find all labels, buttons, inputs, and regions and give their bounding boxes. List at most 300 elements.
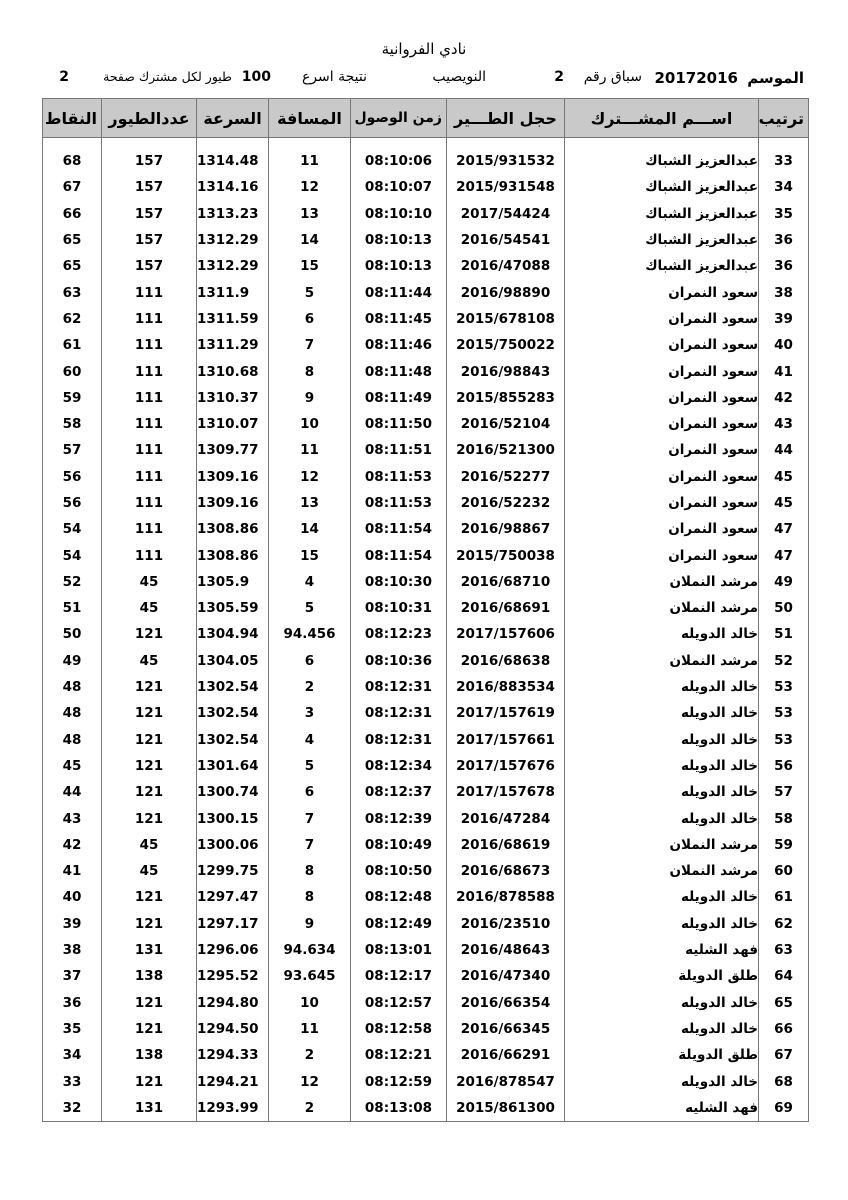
- col-name-header: اســـم المشـــترك: [565, 99, 759, 138]
- col-birds-header: عددالطيور: [102, 99, 197, 138]
- rank-cell: 59: [759, 832, 809, 858]
- birds-count-cell: 121: [102, 911, 197, 937]
- race-label: سباق رقم: [583, 69, 642, 85]
- participant-name-cell: عبدالعزيز الشباك: [565, 148, 759, 174]
- ring-cell: 2016/98867: [447, 516, 565, 542]
- participant-name-cell: سعود النمران: [565, 385, 759, 411]
- arrival-time-cell: 08:12:31: [351, 727, 447, 753]
- table-row: [43, 437, 809, 463]
- rank-cell: 64: [759, 963, 809, 989]
- birds-count-cell: 111: [102, 437, 197, 463]
- page-number: 2: [59, 69, 69, 85]
- rank-cell: 60: [759, 858, 809, 884]
- rank-cell: 58: [759, 805, 809, 831]
- distance-cell: 8: [269, 858, 351, 884]
- distance-cell: 11: [269, 1016, 351, 1042]
- ring-cell: 2016/68619: [447, 832, 565, 858]
- birds-count-cell: 138: [102, 1042, 197, 1068]
- points-cell: 41: [43, 858, 102, 884]
- arrival-time-cell: 08:12:34: [351, 753, 447, 779]
- table-row: [43, 674, 809, 700]
- ring-cell: 2016/68710: [447, 569, 565, 595]
- participant-name-cell: خالد الدويله: [565, 805, 759, 831]
- rank-cell: 66: [759, 1016, 809, 1042]
- points-cell: 62: [43, 306, 102, 332]
- speed-cell: 1297.47: [197, 884, 269, 910]
- table-row: [43, 464, 809, 490]
- points-cell: 45: [43, 753, 102, 779]
- speed-cell: 1305.59: [197, 595, 269, 621]
- speed-cell: 1308.86: [197, 542, 269, 568]
- rank-cell: 47: [759, 516, 809, 542]
- points-cell: 56: [43, 464, 102, 490]
- points-cell: 63: [43, 279, 102, 305]
- results-table: [42, 98, 809, 1122]
- participant-name-cell: خالد الدويله: [565, 621, 759, 647]
- birds-count-cell: 111: [102, 490, 197, 516]
- speed-cell: 1301.64: [197, 753, 269, 779]
- arrival-time-cell: 08:11:54: [351, 542, 447, 568]
- arrival-time-cell: 08:13:08: [351, 1095, 447, 1122]
- speed-cell: 1295.52: [197, 963, 269, 989]
- table-row: [43, 542, 809, 568]
- rank-cell: 45: [759, 490, 809, 516]
- participant-name-cell: مرشد النملان: [565, 595, 759, 621]
- ring-cell: 2015/931532: [447, 148, 565, 174]
- birds-count-cell: 111: [102, 279, 197, 305]
- points-cell: 48: [43, 727, 102, 753]
- participant-name-cell: سعود النمران: [565, 542, 759, 568]
- birds-count-cell: 138: [102, 963, 197, 989]
- col-ring-header: حجل الطـــير: [447, 99, 565, 138]
- table-row: [43, 411, 809, 437]
- table-row: [43, 805, 809, 831]
- participant-name-cell: عبدالعزيز الشباك: [565, 174, 759, 200]
- arrival-time-cell: 08:12:48: [351, 884, 447, 910]
- arrival-time-cell: 08:12:37: [351, 779, 447, 805]
- points-cell: 32: [43, 1095, 102, 1122]
- table-row: [43, 385, 809, 411]
- arrival-time-cell: 08:12:58: [351, 1016, 447, 1042]
- col-distance-header: المسافة: [269, 99, 351, 138]
- participant-name-cell: سعود النمران: [565, 306, 759, 332]
- distance-cell: 3: [269, 700, 351, 726]
- points-cell: 43: [43, 805, 102, 831]
- ring-cell: 2017/157606: [447, 621, 565, 647]
- arrival-time-cell: 08:12:59: [351, 1068, 447, 1094]
- participant-name-cell: خالد الدويله: [565, 727, 759, 753]
- participant-name-cell: طلق الدويلة: [565, 1042, 759, 1068]
- rank-cell: 36: [759, 227, 809, 253]
- rank-cell: 52: [759, 648, 809, 674]
- distance-cell: 4: [269, 727, 351, 753]
- ring-cell: 2015/750038: [447, 542, 565, 568]
- per-page-label: طيور لكل مشترك صفحة: [103, 69, 232, 84]
- table-row: [43, 884, 809, 910]
- speed-cell: 1304.94: [197, 621, 269, 647]
- participant-name-cell: سعود النمران: [565, 358, 759, 384]
- table-row: [43, 201, 809, 227]
- table-row: [43, 1016, 809, 1042]
- season-label: الموسم: [747, 69, 804, 87]
- birds-count-cell: 121: [102, 674, 197, 700]
- speed-cell: 1302.54: [197, 700, 269, 726]
- arrival-time-cell: 08:10:36: [351, 648, 447, 674]
- ring-cell: 2016/883534: [447, 674, 565, 700]
- distance-cell: 12: [269, 1068, 351, 1094]
- participant-name-cell: عبدالعزيز الشباك: [565, 227, 759, 253]
- distance-cell: 5: [269, 753, 351, 779]
- points-cell: 56: [43, 490, 102, 516]
- points-cell: 37: [43, 963, 102, 989]
- arrival-time-cell: 08:11:48: [351, 358, 447, 384]
- participant-name-cell: طلق الدويلة: [565, 963, 759, 989]
- distance-cell: 7: [269, 332, 351, 358]
- distance-cell: 94.456: [269, 621, 351, 647]
- points-cell: 54: [43, 516, 102, 542]
- points-cell: 54: [43, 542, 102, 568]
- points-cell: 39: [43, 911, 102, 937]
- table-row: [43, 516, 809, 542]
- points-cell: 35: [43, 1016, 102, 1042]
- points-cell: 65: [43, 227, 102, 253]
- rank-cell: 69: [759, 1095, 809, 1122]
- birds-count-cell: 157: [102, 227, 197, 253]
- participant-name-cell: عبدالعزيز الشباك: [565, 253, 759, 279]
- speed-cell: 1309.16: [197, 464, 269, 490]
- distance-cell: 9: [269, 911, 351, 937]
- ring-cell: 2017/157661: [447, 727, 565, 753]
- participant-name-cell: سعود النمران: [565, 490, 759, 516]
- table-row: [43, 1095, 809, 1122]
- table-row: [43, 858, 809, 884]
- distance-cell: 2: [269, 1042, 351, 1068]
- rank-cell: 65: [759, 990, 809, 1016]
- speed-cell: 1300.74: [197, 779, 269, 805]
- rank-cell: 62: [759, 911, 809, 937]
- points-cell: 65: [43, 253, 102, 279]
- birds-count-cell: 111: [102, 306, 197, 332]
- speed-cell: 1311.29: [197, 332, 269, 358]
- col-rank-header: ترتيب: [759, 99, 809, 138]
- points-cell: 42: [43, 832, 102, 858]
- table-row: [43, 595, 809, 621]
- ring-cell: 2016/54541: [447, 227, 565, 253]
- participant-name-cell: سعود النمران: [565, 516, 759, 542]
- speed-cell: 1314.16: [197, 174, 269, 200]
- birds-count-cell: 45: [102, 858, 197, 884]
- distance-cell: 12: [269, 464, 351, 490]
- participant-name-cell: خالد الدويله: [565, 700, 759, 726]
- distance-cell: 8: [269, 358, 351, 384]
- table-row: [43, 1068, 809, 1094]
- table-row: [43, 832, 809, 858]
- rank-cell: 53: [759, 727, 809, 753]
- distance-cell: 5: [269, 595, 351, 621]
- table-row: [43, 911, 809, 937]
- participant-name-cell: سعود النمران: [565, 411, 759, 437]
- distance-cell: 10: [269, 990, 351, 1016]
- ring-cell: 2015/861300: [447, 1095, 565, 1122]
- ring-cell: 2016/47088: [447, 253, 565, 279]
- distance-cell: 8: [269, 884, 351, 910]
- birds-count-cell: 111: [102, 332, 197, 358]
- birds-count-cell: 111: [102, 542, 197, 568]
- fastest-value: 100: [241, 69, 271, 85]
- table-row: [43, 963, 809, 989]
- arrival-time-cell: 08:10:10: [351, 201, 447, 227]
- birds-count-cell: 121: [102, 700, 197, 726]
- speed-cell: 1302.54: [197, 727, 269, 753]
- points-cell: 60: [43, 358, 102, 384]
- points-cell: 67: [43, 174, 102, 200]
- points-cell: 38: [43, 937, 102, 963]
- table-row: [43, 700, 809, 726]
- distance-cell: 11: [269, 437, 351, 463]
- birds-count-cell: 157: [102, 174, 197, 200]
- distance-cell: 5: [269, 279, 351, 305]
- rank-cell: 51: [759, 621, 809, 647]
- speed-cell: 1294.50: [197, 1016, 269, 1042]
- participant-name-cell: خالد الدويله: [565, 911, 759, 937]
- arrival-time-cell: 08:12:49: [351, 911, 447, 937]
- speed-cell: 1304.05: [197, 648, 269, 674]
- participant-name-cell: سعود النمران: [565, 437, 759, 463]
- rank-cell: 47: [759, 542, 809, 568]
- ring-cell: 2016/66291: [447, 1042, 565, 1068]
- speed-cell: 1294.80: [197, 990, 269, 1016]
- ring-cell: 2017/54424: [447, 201, 565, 227]
- participant-name-cell: سعود النمران: [565, 279, 759, 305]
- distance-cell: 11: [269, 148, 351, 174]
- distance-cell: 10: [269, 411, 351, 437]
- arrival-time-cell: 08:10:13: [351, 253, 447, 279]
- participant-name-cell: فهد الشليه: [565, 1095, 759, 1122]
- points-cell: 33: [43, 1068, 102, 1094]
- distance-cell: 14: [269, 227, 351, 253]
- participant-name-cell: مرشد النملان: [565, 858, 759, 884]
- birds-count-cell: 121: [102, 990, 197, 1016]
- rank-cell: 50: [759, 595, 809, 621]
- table-row: [43, 569, 809, 595]
- rank-cell: 42: [759, 385, 809, 411]
- season-value: 20172016: [654, 69, 738, 87]
- ring-cell: 2016/98890: [447, 279, 565, 305]
- arrival-time-cell: 08:11:46: [351, 332, 447, 358]
- distance-cell: 6: [269, 648, 351, 674]
- rank-cell: 41: [759, 358, 809, 384]
- distance-cell: 15: [269, 542, 351, 568]
- speed-cell: 1311.9: [197, 279, 269, 305]
- ring-cell: 2016/66354: [447, 990, 565, 1016]
- points-cell: 48: [43, 700, 102, 726]
- ring-cell: 2016/68691: [447, 595, 565, 621]
- ring-cell: 2017/157676: [447, 753, 565, 779]
- arrival-time-cell: 08:11:49: [351, 385, 447, 411]
- arrival-time-cell: 08:11:51: [351, 437, 447, 463]
- arrival-time-cell: 08:10:13: [351, 227, 447, 253]
- participant-name-cell: خالد الدويله: [565, 1068, 759, 1094]
- speed-cell: 1305.9: [197, 569, 269, 595]
- speed-cell: 1308.86: [197, 516, 269, 542]
- table-row: [43, 279, 809, 305]
- distance-cell: 7: [269, 832, 351, 858]
- arrival-time-cell: 08:10:06: [351, 148, 447, 174]
- speed-cell: 1300.15: [197, 805, 269, 831]
- rank-cell: 35: [759, 201, 809, 227]
- distance-cell: 7: [269, 805, 351, 831]
- speed-cell: 1313.23: [197, 201, 269, 227]
- distance-cell: 4: [269, 569, 351, 595]
- birds-count-cell: 111: [102, 385, 197, 411]
- ring-cell: 2016/66345: [447, 1016, 565, 1042]
- table-row: [43, 490, 809, 516]
- birds-count-cell: 121: [102, 621, 197, 647]
- ring-cell: 2016/52232: [447, 490, 565, 516]
- rank-cell: 49: [759, 569, 809, 595]
- arrival-time-cell: 08:10:50: [351, 858, 447, 884]
- speed-cell: 1314.48: [197, 148, 269, 174]
- speed-cell: 1296.06: [197, 937, 269, 963]
- arrival-time-cell: 08:12:21: [351, 1042, 447, 1068]
- distance-cell: 2: [269, 674, 351, 700]
- ring-cell: 2016/47284: [447, 805, 565, 831]
- participant-name-cell: مرشد النملان: [565, 569, 759, 595]
- ring-cell: 2016/68638: [447, 648, 565, 674]
- table-row: [43, 621, 809, 647]
- rank-cell: 61: [759, 884, 809, 910]
- rank-cell: 53: [759, 674, 809, 700]
- birds-count-cell: 111: [102, 411, 197, 437]
- arrival-time-cell: 08:13:01: [351, 937, 447, 963]
- rank-cell: 39: [759, 306, 809, 332]
- birds-count-cell: 121: [102, 753, 197, 779]
- birds-count-cell: 45: [102, 832, 197, 858]
- points-cell: 36: [43, 990, 102, 1016]
- ring-cell: 2016/878547: [447, 1068, 565, 1094]
- speed-cell: 1302.54: [197, 674, 269, 700]
- table-row: [43, 148, 809, 174]
- participant-name-cell: خالد الدويله: [565, 884, 759, 910]
- col-arrival-header: زمن الوصول: [351, 99, 447, 138]
- arrival-time-cell: 08:12:39: [351, 805, 447, 831]
- arrival-time-cell: 08:10:30: [351, 569, 447, 595]
- participant-name-cell: خالد الدويله: [565, 779, 759, 805]
- birds-count-cell: 111: [102, 464, 197, 490]
- rank-cell: 43: [759, 411, 809, 437]
- rank-cell: 56: [759, 753, 809, 779]
- arrival-time-cell: 08:12:57: [351, 990, 447, 1016]
- participant-name-cell: فهد الشليه: [565, 937, 759, 963]
- table-row: [43, 937, 809, 963]
- distance-cell: 93.645: [269, 963, 351, 989]
- speed-cell: 1293.99: [197, 1095, 269, 1122]
- table-row: [43, 1042, 809, 1068]
- points-cell: 34: [43, 1042, 102, 1068]
- fastest-label: نتيجة اسرع: [301, 69, 367, 85]
- birds-count-cell: 157: [102, 148, 197, 174]
- arrival-time-cell: 08:11:53: [351, 490, 447, 516]
- rank-cell: 63: [759, 937, 809, 963]
- participant-name-cell: سعود النمران: [565, 332, 759, 358]
- speed-cell: 1294.33: [197, 1042, 269, 1068]
- ring-cell: 2016/521300: [447, 437, 565, 463]
- arrival-time-cell: 08:11:50: [351, 411, 447, 437]
- arrival-time-cell: 08:12:23: [351, 621, 447, 647]
- race-value: 2: [554, 69, 564, 85]
- distance-cell: 6: [269, 306, 351, 332]
- col-speed-header: السرعة: [197, 99, 269, 138]
- birds-count-cell: 121: [102, 805, 197, 831]
- table-row: [43, 990, 809, 1016]
- rank-cell: 44: [759, 437, 809, 463]
- table-header-row: [43, 99, 809, 138]
- arrival-time-cell: 08:10:07: [351, 174, 447, 200]
- ring-cell: 2017/157678: [447, 779, 565, 805]
- birds-count-cell: 45: [102, 595, 197, 621]
- table-row: [43, 779, 809, 805]
- points-cell: 51: [43, 595, 102, 621]
- ring-cell: 2016/23510: [447, 911, 565, 937]
- distance-cell: 2: [269, 1095, 351, 1122]
- rank-cell: 33: [759, 148, 809, 174]
- rank-cell: 68: [759, 1068, 809, 1094]
- table-row: [43, 174, 809, 200]
- ring-cell: 2016/68673: [447, 858, 565, 884]
- speed-cell: 1310.68: [197, 358, 269, 384]
- birds-count-cell: 157: [102, 201, 197, 227]
- points-cell: 59: [43, 385, 102, 411]
- ring-cell: 2016/52277: [447, 464, 565, 490]
- header-spacer: [43, 138, 809, 149]
- ring-cell: 2015/855283: [447, 385, 565, 411]
- speed-cell: 1309.16: [197, 490, 269, 516]
- rank-cell: 67: [759, 1042, 809, 1068]
- participant-name-cell: مرشد النملان: [565, 648, 759, 674]
- participant-name-cell: خالد الدويله: [565, 674, 759, 700]
- rank-cell: 45: [759, 464, 809, 490]
- distance-cell: 13: [269, 490, 351, 516]
- speed-cell: 1310.07: [197, 411, 269, 437]
- table-row: [43, 648, 809, 674]
- rank-cell: 53: [759, 700, 809, 726]
- distance-cell: 12: [269, 174, 351, 200]
- participant-name-cell: عبدالعزيز الشباك: [565, 201, 759, 227]
- ring-cell: 2017/157619: [447, 700, 565, 726]
- birds-count-cell: 121: [102, 727, 197, 753]
- ring-cell: 2015/750022: [447, 332, 565, 358]
- participant-name-cell: مرشد النملان: [565, 832, 759, 858]
- speed-cell: 1312.29: [197, 227, 269, 253]
- points-cell: 48: [43, 674, 102, 700]
- table-row: [43, 753, 809, 779]
- arrival-time-cell: 08:11:45: [351, 306, 447, 332]
- birds-count-cell: 131: [102, 937, 197, 963]
- arrival-time-cell: 08:12:31: [351, 674, 447, 700]
- birds-count-cell: 45: [102, 648, 197, 674]
- speed-cell: 1309.77: [197, 437, 269, 463]
- ring-cell: 2016/52104: [447, 411, 565, 437]
- arrival-time-cell: 08:11:53: [351, 464, 447, 490]
- rank-cell: 34: [759, 174, 809, 200]
- points-cell: 57: [43, 437, 102, 463]
- participant-name-cell: خالد الدويله: [565, 753, 759, 779]
- rank-cell: 38: [759, 279, 809, 305]
- table-row: [43, 227, 809, 253]
- points-cell: 68: [43, 148, 102, 174]
- speed-cell: 1311.59: [197, 306, 269, 332]
- rank-cell: 36: [759, 253, 809, 279]
